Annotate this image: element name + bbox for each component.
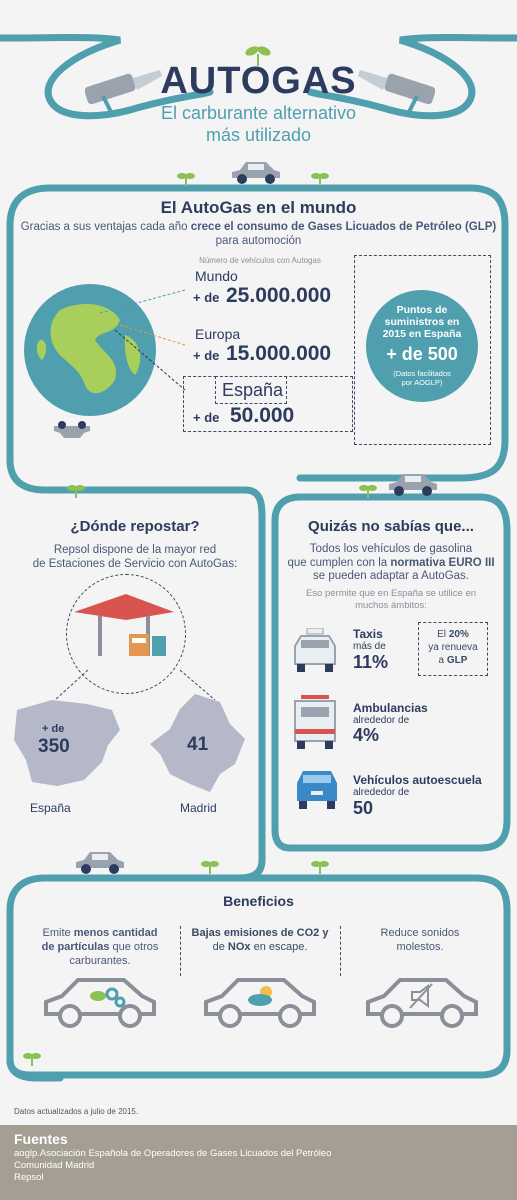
car-particles-icon xyxy=(40,970,160,1037)
benefit-2-text: Bajas emisiones de CO2 y de NOx en escape. xyxy=(191,927,329,953)
didyouknow-title: Quizás no sabías que... xyxy=(308,518,474,535)
ambulance-icon xyxy=(291,695,339,756)
car-icon xyxy=(72,848,126,881)
refuel-title: ¿Dónde repostar? xyxy=(70,518,200,535)
benefit-1-text: Emite menos cantidad de partículas que otros carburantes. xyxy=(41,927,159,967)
sprout-icon xyxy=(200,858,220,879)
footer-source-2: Comunidad Madrid xyxy=(14,1160,95,1171)
footer-source-1: aoglp.Asociación Española de Operadores de Gases Licuados del Petróleo xyxy=(14,1148,332,1159)
supply-circle: Puntos de suministros en 2015 en España + de 500 (Datos facilitados por AOGLP) xyxy=(366,290,478,402)
spain-prefix: + de xyxy=(42,723,65,735)
madrid-value: 41 xyxy=(187,734,209,755)
didyouknow-subtext: Eso permite que en España se utilice en muchos ámbitos: xyxy=(305,588,477,611)
benefit-3-text: Reduce sonidos molestos. xyxy=(380,927,460,953)
taxis-label: Taxis xyxy=(353,627,383,641)
page-title: AUTOGAS xyxy=(160,60,357,102)
refuel-text-1: Repsol dispone de la mayor red xyxy=(53,544,217,556)
world-section-title: El AutoGas en el mundo xyxy=(160,198,357,217)
car-mute-icon xyxy=(362,970,482,1037)
ambulances-label: Ambulancias xyxy=(353,701,428,715)
ambulances-prefix: alrededor de xyxy=(353,715,410,726)
spain-value: 350 xyxy=(38,736,70,757)
world-intro: Gracias a sus ventajas cada año crece el consumo de Gases Licuados de Petróleo (GLP) para automoción xyxy=(20,221,497,247)
car-icon xyxy=(228,158,282,191)
mundo-prefix: + de xyxy=(193,290,220,305)
sprout-icon xyxy=(358,482,378,503)
page-subtitle-2: más utilizado xyxy=(205,125,312,145)
sprout-icon xyxy=(22,1050,42,1071)
benefits-title: Beneficios xyxy=(223,893,294,909)
page-subtitle-1: El carburante alternativo xyxy=(160,103,357,123)
car-icon xyxy=(385,470,439,503)
updated-note: Datos actualizados a julio de 2015. xyxy=(14,1107,139,1116)
driving-school-car-icon xyxy=(293,765,341,816)
ambulances-value: 4% xyxy=(353,725,380,745)
sprout-icon xyxy=(176,170,196,191)
europa-label: Europa xyxy=(195,326,241,342)
europa-value: 15.000.000 xyxy=(226,342,332,365)
espana-prefix: + de xyxy=(193,410,220,425)
espana-label: España xyxy=(222,380,284,400)
didyouknow-text: Todos los vehículos de gasolina que cumplen con la normativa EURO III se pueden adaptar a AutoGas. xyxy=(287,543,495,582)
mundo-label: Mundo xyxy=(195,268,238,284)
car-cloud-icon xyxy=(200,970,320,1037)
connector-lines xyxy=(90,285,190,405)
europa-prefix: + de xyxy=(193,348,220,363)
taxi-note-box: El 20% ya renueva a GLP xyxy=(418,622,488,676)
madrid-label: Madrid xyxy=(180,801,217,815)
footer-source-3: Repsol xyxy=(14,1172,44,1183)
taxi-icon xyxy=(291,628,339,679)
espana-value: 50.000 xyxy=(230,404,295,427)
schools-value: 50 xyxy=(353,798,374,818)
sprout-icon xyxy=(310,170,330,191)
sprout-icon xyxy=(310,858,330,879)
benefit-divider xyxy=(180,926,181,976)
taxis-value: 11% xyxy=(353,652,389,672)
sprout-icon xyxy=(66,482,86,503)
benefit-divider xyxy=(340,926,341,976)
vehicles-caption: Número de vehículos con Autogas xyxy=(199,256,321,265)
schools-prefix: alrededor de xyxy=(353,787,410,798)
footer xyxy=(0,1125,517,1200)
schools-label: Vehículos autoescuela xyxy=(353,773,482,787)
spain-label: España xyxy=(30,801,71,815)
taxis-prefix: más de xyxy=(353,641,386,652)
footer-title: Fuentes xyxy=(14,1131,68,1147)
mundo-value: 25.000.000 xyxy=(226,284,332,307)
refuel-text-2: de Estaciones de Servicio con AutoGas: xyxy=(32,558,238,570)
car-flipped-icon xyxy=(52,420,92,445)
